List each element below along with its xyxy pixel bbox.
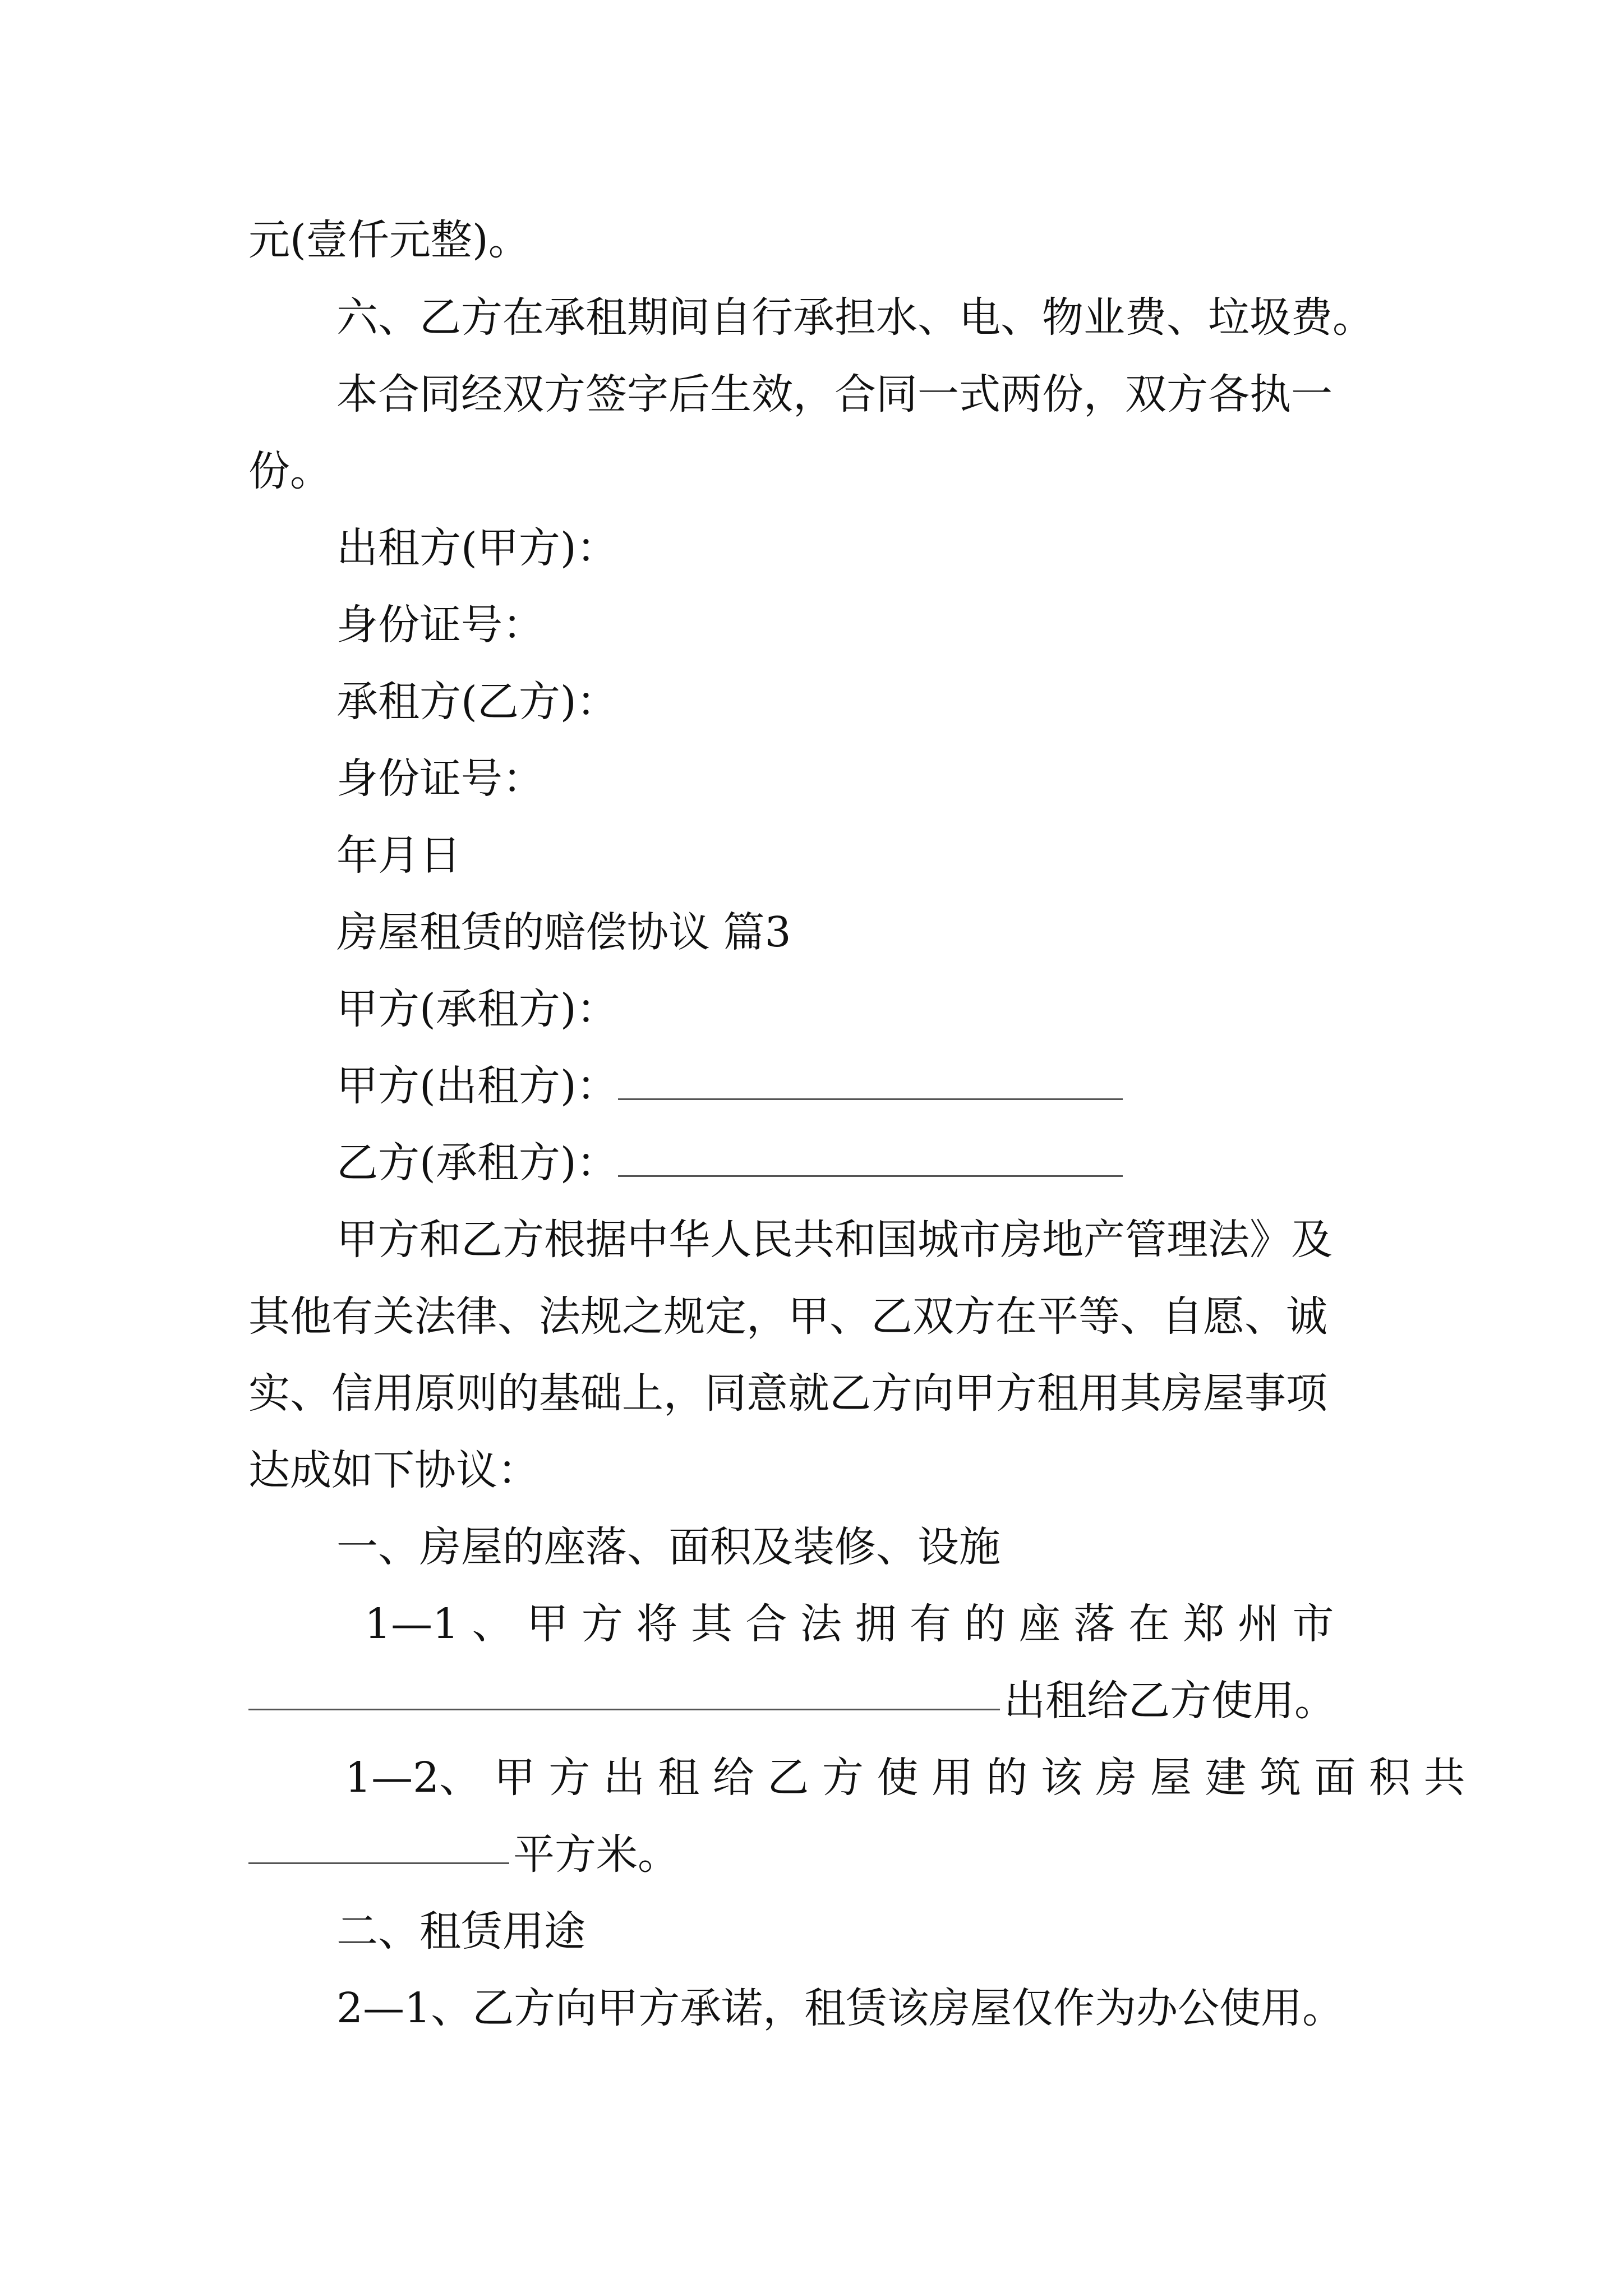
area-blank: [248, 1862, 509, 1864]
address-blank: [248, 1709, 1000, 1710]
clause-1-2-continued: 平方米。: [513, 1830, 679, 1879]
lessor-signature-label: 出租方(甲方)：: [336, 524, 618, 572]
lessee-signature-label: 承租方(乙方)：: [336, 678, 618, 726]
section-title: 房屋租赁的赔偿协议 篇3: [336, 908, 791, 956]
party-a-lessor-text: 甲方(出租方)：: [336, 1062, 618, 1110]
text-line: 实、信用原则的基础上，同意就乙方向甲方租用其房屋事项: [248, 1369, 1327, 1418]
date-label: 年月日: [336, 831, 461, 880]
text-line: 甲方和乙方根据中华人民共和国城市房地产管理法》及: [336, 1216, 1332, 1264]
text-line: 元(壹仟元整)。: [248, 216, 530, 264]
clause-1-2: 1—2、 甲 方 出 租 给 乙 方 使 用 的 该 房 屋 建 筑 面 积 共: [345, 1754, 1465, 1802]
party-b-lessee-label: [336, 1136, 1123, 1190]
text-line: 其他有关法律、法规之规定，甲、乙双方在平等、自愿、诚: [248, 1292, 1327, 1341]
party-a-lessor-label: [336, 1059, 1123, 1113]
id-number-label: 身份证号：: [336, 601, 544, 649]
clause-1-1: 1—1 、 甲 方 将 其 合 法 拥 有 的 座 落 在 郑 州 市: [365, 1600, 1334, 1648]
clause-2-1: 2—1、乙方向甲方承诺，租赁该房屋仅作为办公使用。: [336, 1984, 1344, 2032]
text-line: 达成如下协议：: [248, 1446, 539, 1494]
party-b-lessee-blank: [618, 1140, 1123, 1177]
party-a-label: 甲方(承租方)：: [336, 985, 618, 1033]
party-a-lessor-blank: [618, 1064, 1123, 1100]
article-two-heading: 二、租赁用途: [336, 1907, 585, 1955]
article-one-heading: 一、房屋的座落、面积及装修、设施: [336, 1523, 1000, 1571]
text-line: 本合同经双方签字后生效，合同一式两份，双方各执一: [336, 370, 1332, 418]
id-number-label: 身份证号：: [336, 754, 544, 803]
clause-1-1-continued: 出租给乙方使用。: [1004, 1677, 1336, 1725]
clause-six: 六、乙方在承租期间自行承担水、电、物业费、垃圾费。: [336, 293, 1374, 342]
text-line: 份。: [248, 447, 331, 495]
party-b-lessee-text: 乙方(承租方)：: [336, 1139, 618, 1187]
